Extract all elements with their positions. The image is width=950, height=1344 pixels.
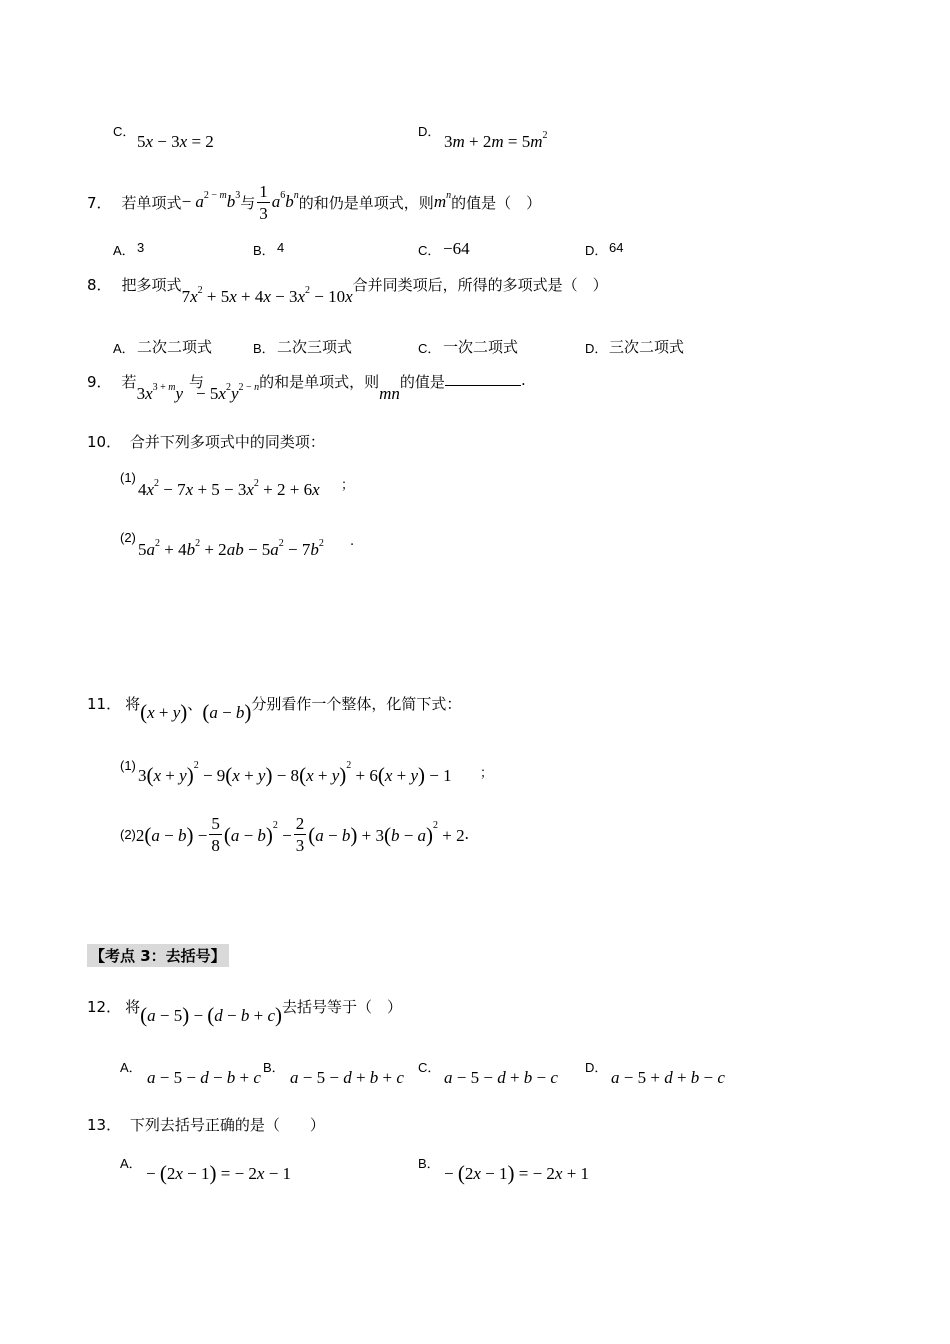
q7-option-b-value: 4 — [277, 240, 285, 255]
q13-number: 13． — [87, 1116, 122, 1134]
q7-text-4: 的值是（ ） — [451, 193, 542, 212]
q6-option-c-label: C． — [113, 124, 136, 139]
section-heading-kaodian-3: 【考点 3：去括号】 — [87, 944, 229, 967]
q10-text: 合并下列多项式中的同类项： — [129, 433, 325, 451]
q11-sub2 — [120, 810, 469, 858]
q11-sub1-label: (1) — [120, 758, 136, 773]
question-12 — [87, 996, 402, 1030]
question-10 — [87, 431, 325, 452]
q9-answer-blank[interactable] — [445, 371, 521, 386]
q9-mn: mn — [379, 384, 400, 403]
q8-option-c-label: C． — [418, 341, 441, 356]
q7-text-3: 的和仍是单项式，则 — [298, 193, 434, 212]
q11-sub2-label: (2) — [120, 826, 136, 842]
q11-sub2-part3: $(a - b) + 3(b - a)^2 + 2$ — [308, 819, 465, 847]
q7-fraction — [257, 183, 270, 222]
question-8 — [87, 274, 608, 308]
q10-sub2-label: (2) — [120, 530, 136, 545]
q6-option-d-label: D． — [418, 124, 441, 139]
q9-text-3: 的和是单项式，则 — [259, 373, 380, 391]
q6-option-d-formula: $3m + 2m = 5m^2$ — [444, 130, 548, 151]
q11-text-3: 分别看作一个整体，化简下式： — [251, 695, 462, 713]
q9-monomial-1: $3x^{3 + m}y$ — [136, 382, 184, 403]
q11-frac2-den: 3 — [295, 835, 305, 855]
q7-option-a-label: A． — [113, 243, 135, 258]
q12-option-a-formula: a − 5 − d − b + c — [147, 1068, 261, 1087]
q8-text-1: 把多项式 — [121, 276, 182, 294]
q8-option-b-label: B． — [253, 341, 275, 356]
q11-sub1-formula: $3(x + y)^2 - 9(x + y) - 8(x + y)^2 + 6(x + y) - 1$ — [138, 760, 452, 787]
q10-sub2-end: . — [350, 534, 355, 549]
q10-sub1-formula: $4x^2 - 7x + 5 - 3x^2 + 2 + 6x$ — [138, 478, 320, 499]
q12-text-1: 将 — [125, 998, 141, 1016]
q8-polynomial: $7x^2 + 5x + 4x - 3x^2 - 10x$ — [181, 285, 353, 306]
q12-expression: (a − 5) − (d − b + c) — [140, 1003, 283, 1027]
q8-option-d-value: 三次二项式 — [609, 338, 685, 356]
q12-option-d-label: D． — [585, 1060, 608, 1075]
q12-option-b-formula: a − 5 − d + b + c — [290, 1068, 404, 1087]
q13-option-b-label: B． — [418, 1156, 440, 1171]
q10-sub2-formula: $5a^2 + 4b^2 + 2ab - 5a^2 - 7b^2$ — [138, 538, 324, 559]
q7-text-1: 若单项式 — [121, 193, 182, 212]
q7-option-d-label: D． — [585, 243, 608, 258]
q7-m-power-n: $m^n$ — [433, 190, 452, 211]
q7-text-2: 与 — [240, 193, 256, 212]
q11-sub2-end: . — [464, 824, 469, 843]
q7-option-b-label: B． — [253, 243, 275, 258]
q7-option-a-value: 3 — [137, 240, 145, 255]
q8-option-b-value: 二次三项式 — [277, 338, 353, 356]
q7-option-c-label: C． — [418, 243, 441, 258]
q11-frac1-den: 8 — [211, 835, 220, 855]
q12-number: 12． — [87, 998, 122, 1016]
q11-number: 11． — [87, 695, 122, 713]
q9-text-4: 的值是 — [399, 373, 445, 391]
q9-text-2: 与 — [189, 373, 205, 391]
q8-text-2: 合并同类项后，所得的多项式是（ ） — [352, 276, 608, 294]
q8-option-a-value: 二次二项式 — [137, 338, 213, 356]
q12-option-c-formula: a − 5 − d + b − c — [444, 1068, 558, 1087]
q10-number: 10． — [87, 433, 122, 451]
q7-number: 7． — [87, 193, 112, 212]
q12-text-2: 去括号等于（ ） — [282, 998, 403, 1016]
q8-option-c-value: 一次二项式 — [443, 338, 519, 356]
q10-sub1-end: ； — [341, 478, 355, 493]
q7-option-c-value: −64 — [443, 239, 470, 258]
q13-option-a-label: A． — [120, 1156, 142, 1171]
q11-frac-2-3 — [294, 815, 307, 854]
question-13 — [87, 1114, 325, 1135]
q11-text-1: 将 — [125, 695, 141, 713]
q8-option-d-label: D． — [585, 341, 608, 356]
q11-text-2: 、 — [187, 695, 203, 713]
q11-group-xy: (x + y) — [140, 700, 188, 724]
q12-option-d-formula: a − 5 + d + b − c — [611, 1068, 725, 1087]
question-7 — [87, 180, 541, 224]
question-9 — [87, 371, 526, 407]
q9-text-end: . — [520, 371, 526, 389]
q12-option-b-label: B． — [263, 1060, 285, 1075]
q12-option-a-label: A． — [120, 1060, 142, 1075]
q11-group-ab: (a − b) — [202, 700, 252, 724]
q6-option-c-formula: 5x − 3x = 2 — [137, 132, 214, 151]
q8-number: 8． — [87, 276, 112, 294]
q7-monomial-1: − $a^{2 - m}b^3$ — [181, 190, 241, 211]
q9-number: 9． — [87, 373, 112, 391]
q13-option-b-formula: − (2x − 1) = − 2x + 1 — [444, 1161, 590, 1185]
q11-sub2-part1: 2(a − b) − — [135, 822, 208, 847]
q8-option-a-label: A． — [113, 341, 135, 356]
q9-text-1: 若 — [121, 373, 137, 391]
q11-sub2-part2: $(a - b)^2$ − — [223, 819, 292, 847]
q7-option-d-value: 64 — [609, 240, 624, 255]
q13-option-a-formula: − (2x − 1) = − 2x − 1 — [146, 1161, 292, 1185]
q9-monomial-2: − $5x^2y^{2 - n}$ — [196, 382, 260, 403]
q11-frac-5-8 — [209, 815, 222, 854]
q11-frac2-num: 2 — [295, 813, 305, 833]
q13-text: 下列去括号正确的是（ ） — [129, 1116, 325, 1134]
q7-monomial-2: $a^6b^n$ — [271, 190, 299, 211]
q7-frac-num: 1 — [259, 181, 268, 201]
q7-frac-den: 3 — [259, 203, 268, 223]
q11-sub1-end: ； — [480, 766, 494, 781]
q11-frac1-num: 5 — [211, 813, 220, 833]
question-11 — [87, 693, 461, 729]
q12-option-c-label: C． — [418, 1060, 441, 1075]
q10-sub1-label: (1) — [120, 470, 136, 485]
